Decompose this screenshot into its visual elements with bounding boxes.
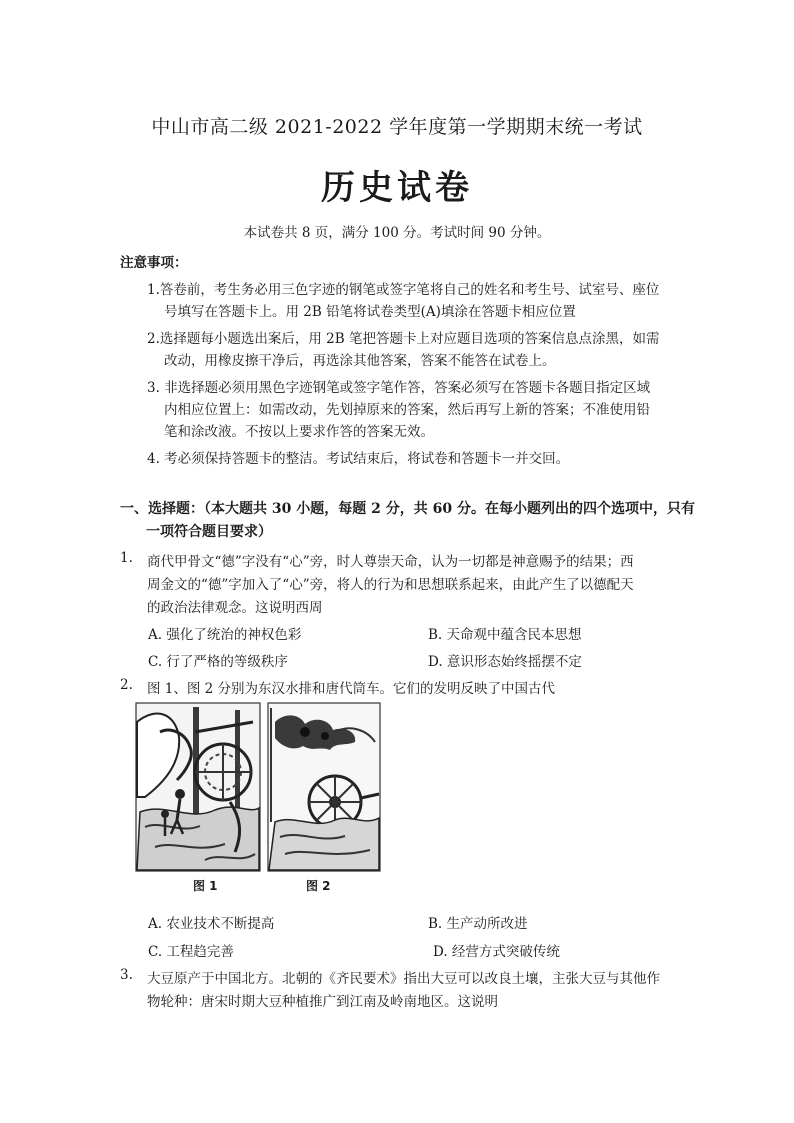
question-2-option-d: D. 经营方式突破传统 [433,944,560,960]
notice-item-1-line-1: 1.答卷前，考生务必用三色字迹的钢笔或签字笔将自己的姓名和考生号、试室号、座位 [147,282,660,298]
question-3-number: 3. [120,967,133,983]
question-2-line-1: 图 1、图 2 分别为东汉水排和唐代筒车。它们的发明反映了中国古代 [147,681,556,697]
subject-title: 历史试卷 [321,168,473,208]
question-1-line-2: 周金文的“德”字加入了“心”旁，将人的行为和思想联系起来，由此产生了以德配天 [147,577,634,593]
question-1-line-1: 商代甲骨文“德”字没有“心”旁，时人尊崇天命，认为一切都是神意赐予的结果；西 [147,554,634,570]
notice-item-3-line-3: 笔和涂改液。不按以上要求作答的答案无效。 [164,424,434,440]
question-1-option-a: A. 强化了统治的神权色彩 [148,627,302,643]
question-2-option-c: C. 工程趋完善 [148,944,234,960]
notice-item-4-line-1: 4. 考必须保持答题卡的整洁。考试结束后，将试卷和答题卡一并交回。 [147,451,570,467]
section-heading-line-1: 一、选择题：（本大题共 30 小题，每题 2 分，共 60 分。在每小题列出的四个选项中，只有 [120,501,695,517]
figure-water-machines [135,702,381,872]
question-3-line-1: 大豆原产于中国北方。北朝的《齐民要术》指出大豆可以改良土壤，主张大豆与其他作 [147,971,660,987]
question-1-option-b: B. 天命观中蕴含民本思想 [428,627,582,643]
notice-item-1-line-2: 号填写在答题卡上。用 2B 铅笔将试卷类型(A)填涂在答题卡相应位置 [164,304,576,320]
notice-item-3-line-1: 3. 非选择题必须用黑色字迹钢笔或签字笔作答，答案必须写在答题卡各题目指定区域 [147,380,651,396]
section-heading-line-2: 一项符合题目要求） [146,524,272,540]
question-2-option-b: B. 生产动所改进 [428,916,528,932]
question-1-option-c: C. 行了严格的等级秩序 [148,654,288,670]
notice-item-2-line-2: 改动，用橡皮擦干净后，再选涂其他答案，答案不能答在试卷上。 [164,353,556,369]
question-3-line-2: 物轮种：唐宋时期大豆种植推广到江南及岭南地区。这说明 [147,994,498,1010]
question-2-option-a: A. 农业技术不断提高 [148,916,275,932]
figure-2-caption: 图 2 [306,879,331,893]
notice-item-3-line-2: 内相应位置上：如需改动，先划掉原来的答案，然后再写上新的答案；不准使用铅 [164,402,650,418]
exam-info: 本试卷共 8 页，满分 100 分。考试时间 90 分钟。 [243,225,551,241]
question-1-number: 1. [120,550,133,566]
figure-1-shuipai-image [136,703,260,871]
notice-heading: 注意事项： [120,255,188,271]
figure-illustrations [135,702,381,872]
figure-2-tongche-image [268,703,380,871]
question-2-number: 2. [120,677,133,693]
figure-1-caption: 图 1 [193,879,218,893]
question-1-option-d: D. 意识形态始终摇摆不定 [428,654,582,670]
exam-title: 中山市高二级 2021-2022 学年度第一学期期末统一考试 [151,116,643,138]
notice-item-2-line-1: 2.选择题每小题选出案后，用 2B 笔把答题卡上对应题目选项的答案信息点涂黑，如需 [147,331,660,347]
question-1-line-3: 的政治法律观念。这说明西周 [147,600,323,616]
